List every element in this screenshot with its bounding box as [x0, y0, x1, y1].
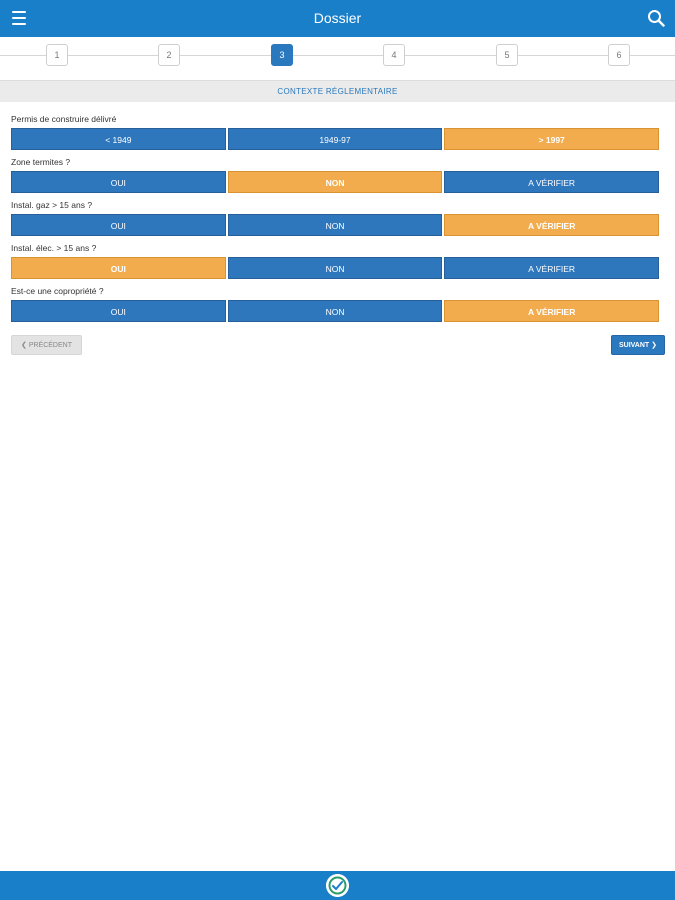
section-header: CONTEXTE RÉGLEMENTAIRE	[0, 80, 675, 102]
step-indicator	[0, 37, 675, 79]
option-a-verifier[interactable]: A VÉRIFIER	[444, 214, 659, 236]
question-label-gaz: Instal. gaz > 15 ans ?	[11, 200, 93, 210]
option-non[interactable]: NON	[228, 300, 443, 322]
step-6[interactable]: 6	[608, 44, 630, 66]
option-a-verifier[interactable]: A VÉRIFIER	[444, 171, 659, 193]
next-button[interactable]	[611, 335, 665, 355]
chevron-left-icon: ❮	[20, 342, 27, 349]
step-2[interactable]: 2	[158, 44, 180, 66]
option-oui[interactable]: OUI	[11, 214, 226, 236]
option-a-verifier[interactable]: A VÉRIFIER	[444, 257, 659, 279]
option-1949-97[interactable]: 1949-97	[228, 128, 443, 150]
question-options-elec	[11, 257, 659, 279]
previous-button-label: PRÉCÉDENT	[28, 342, 72, 349]
next-button-label: SUIVANT	[618, 342, 650, 349]
top-app-bar	[0, 0, 675, 37]
step-4[interactable]: 4	[383, 44, 405, 66]
page-title: Dossier	[313, 10, 362, 26]
chevron-right-icon: ❯	[651, 342, 658, 349]
question-options-permis	[11, 128, 659, 150]
bottom-bar	[0, 871, 675, 900]
option-oui[interactable]: OUI	[11, 171, 226, 193]
option-oui[interactable]: OUI	[11, 257, 226, 279]
option-after-1997[interactable]: > 1997	[444, 128, 659, 150]
question-label-permis: Permis de construire délivré	[11, 114, 117, 124]
previous-button[interactable]	[11, 335, 82, 355]
question-options-termites	[11, 171, 659, 193]
option-non[interactable]: NON	[228, 257, 443, 279]
question-label-termites: Zone termites ?	[11, 157, 71, 167]
step-5[interactable]: 5	[496, 44, 518, 66]
step-connector-line	[0, 55, 675, 56]
app-logo-icon[interactable]	[326, 874, 349, 897]
option-before-1949[interactable]: < 1949	[11, 128, 226, 150]
step-3[interactable]: 3	[271, 44, 293, 66]
option-a-verifier[interactable]: A VÉRIFIER	[444, 300, 659, 322]
question-options-copropriete	[11, 300, 659, 322]
option-non[interactable]: NON	[228, 214, 443, 236]
search-icon[interactable]	[647, 9, 665, 27]
step-1[interactable]: 1	[46, 44, 68, 66]
question-label-copropriete: Est-ce une copropriété ?	[11, 286, 104, 296]
option-oui[interactable]: OUI	[11, 300, 226, 322]
option-non[interactable]: NON	[228, 171, 443, 193]
question-options-gaz	[11, 214, 659, 236]
question-label-elec: Instal. élec. > 15 ans ?	[11, 243, 97, 253]
